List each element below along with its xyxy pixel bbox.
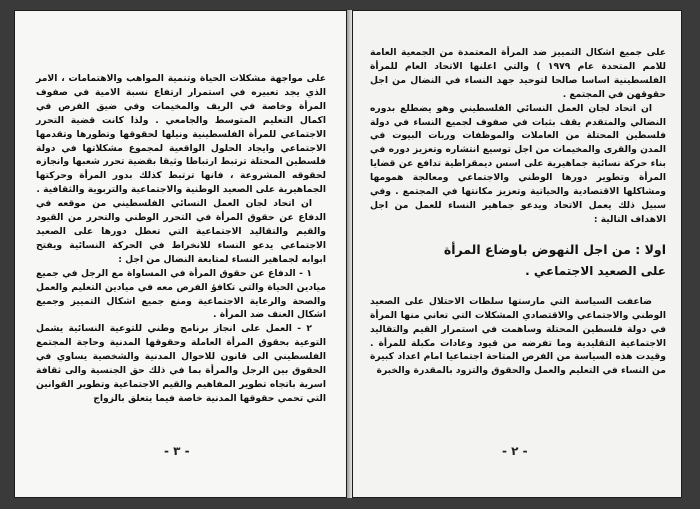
right-paragraph-3: ضاعفت السياسة التي مارستها سلطات الاحتلال على الصعيد الوطني والاجتماعي والاقتصادي المشكلات التي تعاني منها المرأة في دولة فلسطين المحتلة وساهمت في استمرار القيم والتقاليد الاجتماعية التقليدية وما تفرضه من قيود وعادات مكبلة للمرأة . وقيدت هذه السياسة من الفرص المتاحة اجتماعيا امام اعداد كبيرة من النساء في التعليم والعمل والحقوق والتزود بالمقدرة والخبرة <box>370 295 666 377</box>
right-page-number: - ٢ - <box>502 444 528 458</box>
left-page-number: - ٣ - <box>164 444 190 458</box>
left-paragraph-2: ان اتحاد لجان العمل النسائي الفلسطيني من موقعه في الدفاع عن حقوق المرأة في التحرر الوطني والتحرر من القيود والقيم والتقاليد الاجتماعية التي تعطل دورها على الصعيد الاجتماعي يدعو النساء للانخراط في الحركة النسائية ويفتح ابوابه لجماهير النساء لمتابعة النضال من اجل : <box>36 198 326 265</box>
section-subheading: على الصعيد الاجتماعي . <box>525 263 666 278</box>
right-paragraph-1: على جميع اشكال التمييز ضد المرأة المعتمدة من الجمعية العامة للامم المتحدة عام ١٩٧٩ ) والتي اعلنها الاتحاد العام للمرأة الفلسطينية اساسا صالحا لتوحيد جهد النساء في النضال من اجل حقوقهن في المجتمع . <box>370 47 666 100</box>
left-paragraph-3: ١ - الدفاع عن حقوق المرأة في المساواة مع الرجل في جميع ميادين الحياة والتي تكافؤ الفرص معه في ميادين التعليم والعمل والصحة والرعاية الاجتماعية ومنع جميع اشكال التمييز وجميع اشكال العنف ضد المرأة . <box>36 267 326 321</box>
right-page <box>352 10 682 498</box>
section-heading: اولا : من اجل النهوض باوضاع المرأة <box>443 241 666 257</box>
left-paragraph-1: على مواجهة مشكلات الحياة وتنمية المواهب والاهتمامات ، الامر الذي يجد تعبيره في استمرار ارتفاع نسبة الامية في صفوف المرأة وخاصة في الريف والمخيمات وفي ضيق الفرص في اكمال التعليم المتوسط والجامعي . ولذا كانت قضية التحرر الاجتماعي للمرأة الفلسطينية ونيلها لحقوقها وتطورها وتقدمها الاجتماعي وايجاد الحلول الواقعية لمجموع مشكلاتها في دولة فلسطين المحتلة ترتبط ارتباطا وثيقا بقضية تحرر شعبها وانجازه لحقوقه المشروعة ، فانها ترتبط كذلك بدور المرأة وحركتها الجماهيرية على الصعيد الوطنية والاجتماعية والتربوية والثقافية . <box>36 73 326 196</box>
right-page-text <box>370 46 666 378</box>
left-paragraph-4: ٢ - العمل على انجاز برنامج وطني للتوعية النسائية يشمل التوعية بحقوق المرأة العاملة وحقوقها المدنية وحاجة المجتمع الفلسطيني الى قانون للاحوال المدنية والشخصية يساوي في الحقوق بين الرجل والمرأة بما في ذلك حق الجنسية والى ثقافة اسرية باتجاه تطوير المفاهيم والقيم الاجتماعية وتطوير القوانين التي تحمي حقوقها المدنية خاصة فيما يتعلق بالزواج <box>36 323 326 404</box>
right-paragraph-2: ان اتحاد لجان العمل النسائي الفلسطيني وهو يضطلع بدوره النضالي والمتقدم يقف بثبات في صفوف لجميع النساء في دولة فلسطين المحتلة من العاملات والموظفات وربات البيوت في المدن والقرى والمخيمات من اجل توسيع انتشاره وتعزيز دوره في بناء حركة نسائية جماهيرية على اسس ديمقراطية تدافع عن قضايا المرأة وتطوير دورها الوطني والاجتماعي ومعالجة همومها ومشاكلها الاقتصادية والحياتية وتعزيز مكانتها في المجتمع . وفي سبيل ذلك يعمل الاتحاد ويدعو جماهير النساء للعمل من اجل الاهداف التالية : <box>370 102 666 225</box>
left-page <box>14 10 349 498</box>
left-page-text <box>36 72 326 406</box>
